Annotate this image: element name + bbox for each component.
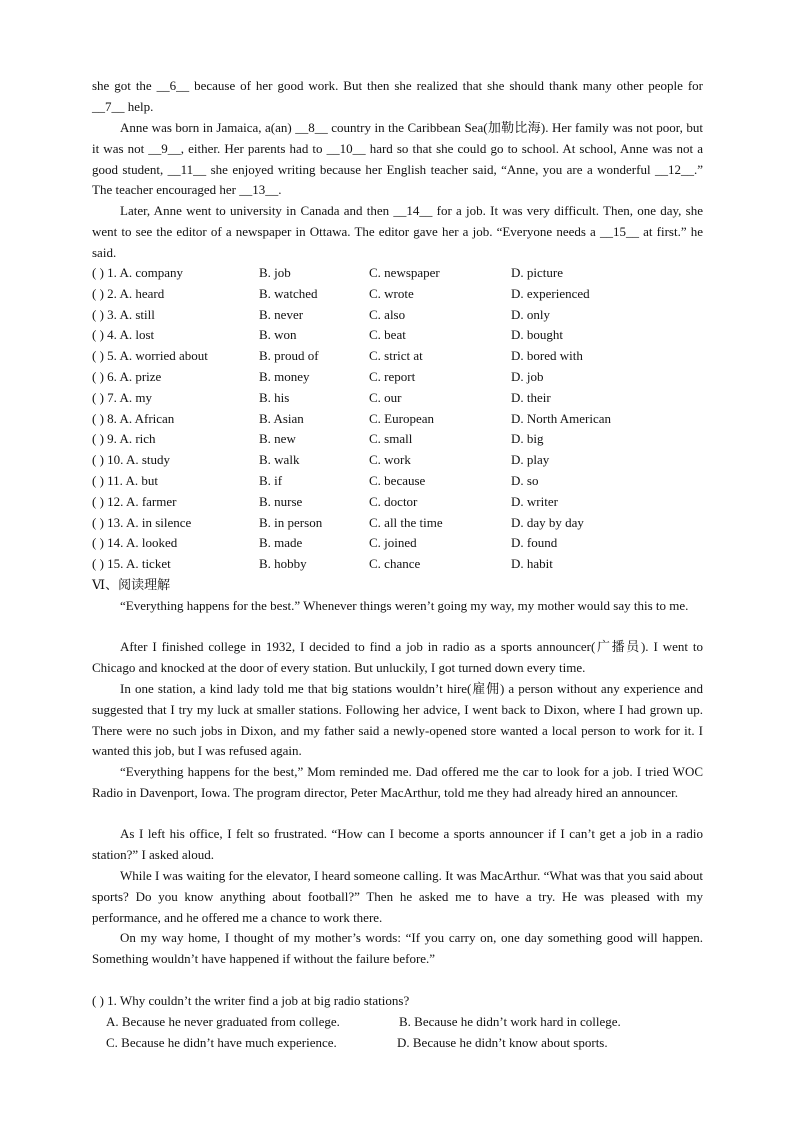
option-c: C. doctor [369, 493, 418, 509]
option-c: C. joined [369, 535, 417, 551]
cloze-question-stem: ( ) 3. A. still [92, 306, 155, 322]
option-c: C. small [369, 431, 413, 447]
cloze-question-stem: ( ) 7. A. my [92, 389, 152, 405]
reading-paragraph-5: As I left his office, I felt so frustrated. “How can I become a sports announcer if I can’t get a job in a radio station?” I asked aloud. [92, 826, 703, 862]
reading-question-1-stem: ( ) 1. Why couldn’t the writer find a job at big radio stations? [92, 993, 410, 1008]
cloze-passage-continued: she got the __6__ because of her good work. But then she realized that she should thank many other people for __7__ help. [92, 78, 703, 114]
option-c: C. because [369, 473, 426, 488]
reading-paragraph-1: “Everything happens for the best.” Whenever things weren’t going my way, my mother would say this to me. [120, 598, 689, 613]
option-b: B. won [259, 327, 297, 343]
option-b: B. watched [259, 285, 318, 301]
cloze-question-row [92, 325, 703, 345]
cloze-question-row [92, 263, 703, 283]
cloze-question-stem: ( ) 15. A. ticket [92, 556, 171, 572]
cloze-question-row [92, 471, 703, 491]
cloze-question-stem: ( ) 13. A. in silence [92, 514, 192, 530]
option-d: D. bought [511, 327, 563, 343]
option-c: C. report [369, 369, 416, 384]
option-d: D. North American [511, 410, 612, 426]
option-b: B. Asian [259, 410, 304, 426]
option-c: C. all the time [369, 514, 443, 530]
cloze-question-row [92, 554, 703, 574]
cloze-passage-paragraph-3: Later, Anne went to university in Canada and then __14__ for a job. It was very difficult. Then, one day, she went to see the editor of a newspaper in Ottawa. The editor gave her a job. “Everyone needs a __15__ at first.” he said. [92, 203, 703, 260]
cloze-question-stem: ( ) 12. A. farmer [92, 493, 177, 509]
option-b: B. in person [259, 514, 323, 530]
cloze-question-stem: ( ) 9. A. rich [92, 431, 156, 447]
reading-paragraph-2: After I finished college in 1932, I decided to find a job in radio as a sports announcer(广播员). I went to Chicago and knocked at the door of every station. But unluckily, I got turned down every time. [92, 639, 703, 675]
option-d: D. so [511, 473, 539, 488]
option-d: D. play [511, 452, 550, 468]
cloze-question-stem: ( ) 10. A. study [92, 452, 170, 468]
cloze-question-stem: ( ) 14. A. looked [92, 535, 178, 551]
option-b: B. money [259, 369, 310, 384]
option-b: B. his [259, 389, 290, 405]
cloze-question-row [92, 513, 703, 533]
option-b: B. never [259, 306, 304, 322]
option-d: D. job [511, 369, 544, 384]
cloze-question-row [92, 533, 703, 553]
cloze-question-stem: ( ) 5. A. worried about [92, 348, 208, 364]
option-b: B. walk [259, 452, 300, 468]
option-d: D. Because he didn’t know about sports. [397, 1035, 608, 1050]
cloze-question-stem: ( ) 6. A. prize [92, 369, 162, 384]
cloze-question-row [92, 367, 703, 387]
option-b: B. if [259, 473, 283, 488]
cloze-question-row [92, 305, 703, 325]
option-b: B. hobby [259, 556, 307, 572]
option-b: B. proud of [259, 348, 319, 364]
option-c: C. chance [369, 556, 421, 572]
cloze-question-stem: ( ) 4. A. lost [92, 327, 155, 343]
option-c: C. work [369, 452, 411, 468]
option-c: C. Because he didn’t have much experience. [106, 1035, 337, 1050]
option-b: B. nurse [259, 493, 303, 509]
option-d: D. their [511, 389, 551, 405]
option-d: D. found [511, 535, 558, 551]
cloze-question-row [92, 450, 703, 470]
reading-section-heading: Ⅵ、阅读理解 [92, 577, 171, 592]
option-c: C. beat [369, 327, 406, 343]
option-d: D. only [511, 306, 550, 322]
cloze-question-row [92, 409, 703, 429]
cloze-question-row [92, 492, 703, 512]
cloze-question-stem: ( ) 1. A. company [92, 265, 183, 280]
option-c: C. our [369, 389, 402, 405]
cloze-question-stem: ( ) 2. A. heard [92, 285, 165, 301]
option-d: D. writer [511, 493, 558, 509]
option-d: D. bored with [511, 348, 583, 364]
option-d: D. experienced [511, 285, 590, 301]
option-c: C. newspaper [369, 265, 440, 280]
option-c: C. strict at [369, 348, 423, 364]
option-c: C. also [369, 306, 406, 322]
option-b: B. job [259, 265, 291, 280]
reading-paragraph-6: While I was waiting for the elevator, I heard someone calling. It was MacArthur. “What was that you said about sports? Do you know anything about football?” Then he asked me to have a try. He was pleased with my performance, and he offered me a chance to work there. [92, 868, 703, 925]
option-c: C. European [369, 410, 434, 426]
option-d: D. big [511, 431, 544, 447]
cloze-passage-paragraph-2: Anne was born in Jamaica, a(an) __8__ country in the Caribbean Sea(加勒比海). Her family was not poor, but it was not __9__, either. Her parents had to __10__ hard so that she could go to school. At school, Anne was not a good student, __11__ she enjoyed writing because her English teacher said, “Anne, you are a wonderful __12__.” The teacher encouraged her __13__. [92, 120, 703, 198]
reading-paragraph-7: On my way home, I thought of my mother’s words: “If you carry on, one day something good will happen. Something wouldn’t have happened if without the failure before.” [92, 930, 703, 966]
option-a: A. Because he never graduated from college. [106, 1014, 340, 1029]
option-d: D. picture [511, 265, 563, 280]
option-b: B. Because he didn’t work hard in college. [399, 1014, 621, 1029]
option-b: B. made [259, 535, 303, 551]
cloze-question-row [92, 346, 703, 366]
cloze-question-row [92, 284, 703, 304]
cloze-question-row [92, 429, 703, 449]
option-d: D. day by day [511, 514, 584, 530]
cloze-question-stem: ( ) 8. A. African [92, 410, 175, 426]
option-c: C. wrote [369, 285, 414, 301]
reading-paragraph-3: In one station, a kind lady told me that big stations wouldn’t hire(雇佣) a person without any experience and suggested that I try my luck at smaller stations. Following her advice, I went back to Dixon, where I had grown up. There were no such jobs in Dixon, and my father said a newly-opened store wanted a local person to work for it. I wanted this job, but I was refused again. [92, 681, 703, 759]
option-b: B. new [259, 431, 296, 447]
option-d: D. habit [511, 556, 553, 572]
cloze-question-row [92, 388, 703, 408]
cloze-question-stem: ( ) 11. A. but [92, 473, 158, 488]
reading-paragraph-4: “Everything happens for the best,” Mom reminded me. Dad offered me the car to look for a job. I tried WOC Radio in Davenport, Iowa. The program director, Peter MacArthur, told me they had already hired an announcer. [92, 764, 703, 800]
